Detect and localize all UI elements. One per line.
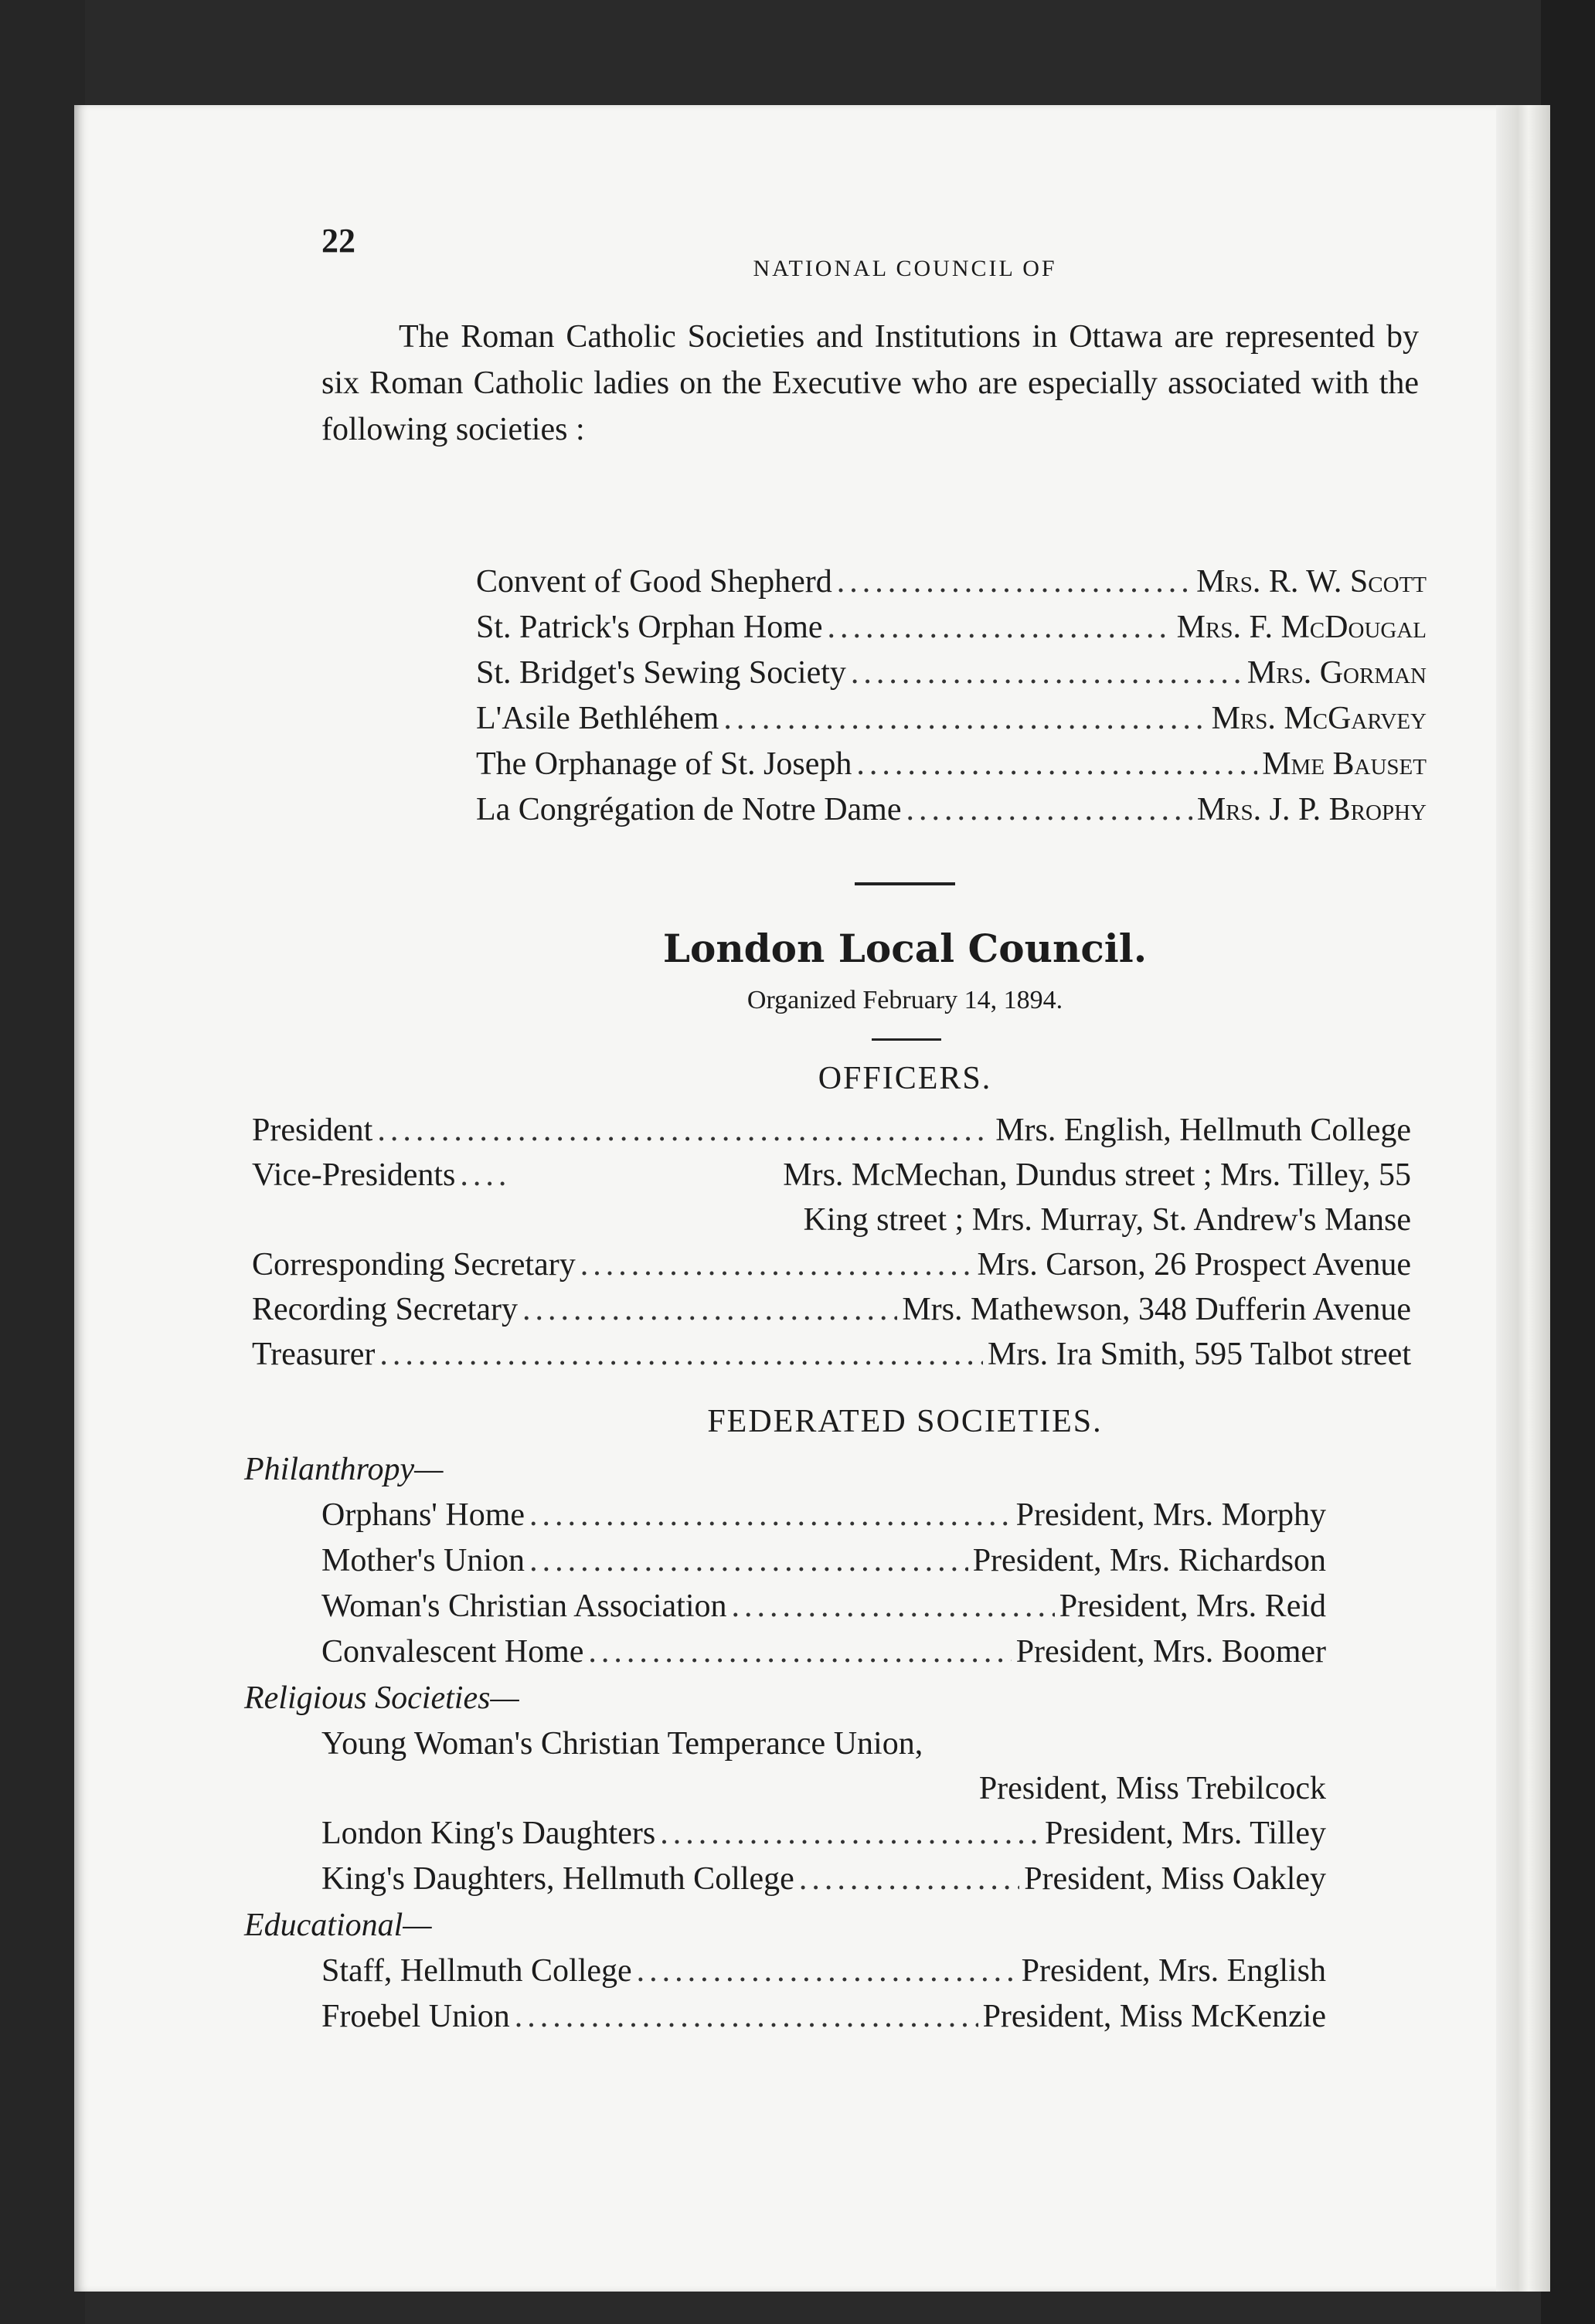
society-row: [244, 1811, 1326, 1857]
dot-leader: [379, 1332, 983, 1377]
officer-row: [252, 1108, 1411, 1153]
society-name: Froebel Union: [321, 1999, 510, 2034]
dot-leader: [460, 1153, 506, 1198]
officer-role: Vice-Presidents: [252, 1157, 456, 1193]
society-name: La Congrégation de Notre Dame: [476, 792, 902, 827]
list-item: [476, 742, 1427, 787]
officer-name: Mrs. Mathewson, 348 Dufferin Avenue: [902, 1292, 1411, 1327]
list-item: [476, 605, 1427, 651]
society-name: Young Woman's Christian Temperance Union,: [321, 1726, 923, 1762]
society-representative: Mrs. J. P. Brophy: [1196, 792, 1427, 827]
dot-leader: [588, 1629, 1011, 1675]
dot-leader: [723, 696, 1206, 742]
society-representative: Mme Bauset: [1262, 746, 1427, 782]
officers-heading: OFFICERS.: [818, 1061, 992, 1096]
officer-row: [252, 1287, 1411, 1332]
dot-leader: [515, 1994, 978, 2040]
officer-row: [252, 1153, 1411, 1198]
society-name: L'Asile Bethléhem: [476, 701, 719, 736]
society-president: President, Miss Trebilcock: [978, 1771, 1326, 1806]
list-item: [476, 787, 1427, 833]
society-row: [244, 1493, 1326, 1538]
category-label: Educational—: [244, 1908, 432, 1943]
society-president: President, Miss Oakley: [1024, 1861, 1326, 1897]
running-head: NATIONAL COUNCIL OF: [753, 256, 1057, 281]
society-president: President, Mrs. Reid: [1059, 1588, 1326, 1624]
society-name: Mother's Union: [321, 1543, 525, 1578]
dot-leader: [851, 651, 1243, 696]
officer-role: Treasurer: [252, 1337, 376, 1372]
society-representative: Mrs. Gorman: [1246, 655, 1427, 691]
officer-role: President: [252, 1113, 373, 1148]
officers-list: [252, 1108, 1411, 1377]
list-item: [476, 559, 1427, 605]
dot-leader: [799, 1857, 1019, 1902]
society-president: President, Mrs. Boomer: [1015, 1634, 1326, 1670]
society-name: Staff, Hellmuth College: [321, 1953, 632, 1989]
society-name: St. Patrick's Orphan Home: [476, 610, 823, 645]
officer-role: Recording Secretary: [252, 1292, 519, 1327]
officer-name: Mrs. Carson, 26 Prospect Avenue: [977, 1247, 1411, 1283]
officer-name: Mrs. Ira Smith, 595 Talbot street: [987, 1337, 1411, 1372]
society-row: [244, 1994, 1326, 2040]
officer-row: [252, 1332, 1411, 1377]
society-president: President, Mrs. Morphy: [1015, 1497, 1326, 1533]
society-representative: Mrs. F. McDougal: [1176, 610, 1427, 645]
society-representative: Mrs. R. W. Scott: [1196, 564, 1427, 600]
dot-leader: [906, 787, 1192, 833]
intro-paragraph: The Roman Catholic Societies and Institutions in Ottawa are represented by six Roman Catholic ladies on the Executive who are especially associated with the following societies :: [321, 319, 1419, 447]
society-name: King's Daughters, Hellmuth College: [321, 1861, 794, 1897]
category-label: Religious Societies—: [244, 1680, 519, 1716]
dot-leader: [377, 1108, 991, 1153]
book-spine: [1496, 105, 1550, 2292]
society-president: President, Mrs. Richardson: [972, 1543, 1326, 1578]
officer-row: [252, 1242, 1411, 1287]
society-name: Woman's Christian Association: [321, 1588, 727, 1624]
society-president: President, Miss McKenzie: [982, 1999, 1326, 2034]
society-name: Convent of Good Shepherd: [476, 564, 832, 600]
society-row: [244, 1857, 1326, 1902]
society-row: [244, 1584, 1326, 1629]
society-row: [244, 1538, 1326, 1584]
list-item: [476, 696, 1427, 742]
society-president: President, Mrs. Tilley: [1044, 1816, 1326, 1851]
section-divider: [872, 1038, 941, 1041]
federated-heading: FEDERATED SOCIETIES.: [707, 1404, 1103, 1439]
officer-role: Corresponding Secretary: [252, 1247, 576, 1283]
society-name: Orphans' Home: [321, 1497, 525, 1533]
officer-name: Mrs. English, Hellmuth College: [995, 1113, 1411, 1148]
page-number: 22: [321, 222, 355, 260]
officer-name: Mrs. McMechan, Dundus street ; Mrs. Tilley, 55: [783, 1157, 1411, 1193]
federated-societies: [244, 1446, 1326, 2040]
council-title: London Local Council.: [662, 926, 1148, 971]
society-name: St. Bridget's Sewing Society: [476, 655, 846, 691]
section-divider: [855, 882, 955, 885]
officer-continuation: King street ; Mrs. Murray, St. Andrew's Manse: [803, 1202, 1411, 1238]
society-name: The Orphanage of St. Joseph: [476, 746, 852, 782]
dot-leader: [856, 742, 1257, 787]
dot-leader: [828, 605, 1172, 651]
dot-leader: [580, 1242, 973, 1287]
society-representative: Mrs. McGarvey: [1211, 701, 1427, 736]
scan-background-left: [0, 0, 85, 2324]
dot-leader: [522, 1287, 897, 1332]
list-item: [476, 651, 1427, 696]
society-row: [244, 1629, 1326, 1675]
dot-leader: [732, 1584, 1055, 1629]
society-name: Convalescent Home: [321, 1634, 584, 1670]
organized-date: Organized February 14, 1894.: [746, 986, 1063, 1014]
society-name: London King's Daughters: [321, 1816, 656, 1851]
catholic-societies-list: [476, 559, 1427, 833]
category-label: Philanthropy—: [244, 1452, 444, 1487]
society-row: [244, 1949, 1326, 1994]
society-president: President, Mrs. English: [1021, 1953, 1326, 1989]
dot-leader: [637, 1949, 1017, 1994]
dot-leader: [529, 1538, 968, 1584]
book-page: [74, 105, 1550, 2292]
dot-leader: [529, 1493, 1012, 1538]
dot-leader: [660, 1811, 1040, 1857]
dot-leader: [837, 559, 1192, 605]
